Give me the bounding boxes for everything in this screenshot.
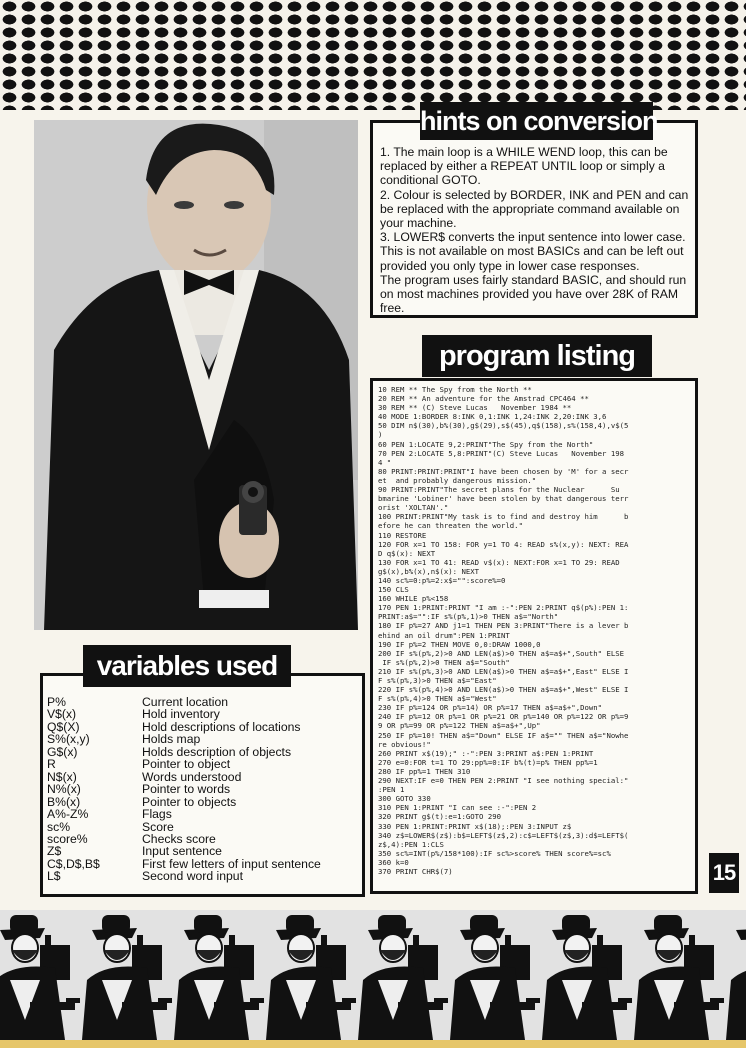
page-number: 15 <box>709 853 739 893</box>
variable-description: Checks score <box>142 831 216 846</box>
hints-text <box>380 145 692 315</box>
variable-description: Holds map <box>142 732 201 747</box>
variable-name: Q$(X) <box>47 719 80 734</box>
variable-description: Input sentence <box>142 844 222 859</box>
hints-title: hints on conversion <box>420 102 653 140</box>
variable-description: Pointer to words <box>142 782 231 797</box>
variable-name: R <box>47 757 56 772</box>
variable-name: V$(x) <box>47 707 77 722</box>
variable-row <box>47 733 359 745</box>
variable-description: Pointer to object <box>142 757 231 772</box>
page-edge <box>0 1040 746 1048</box>
spy-silhouette <box>634 915 724 1040</box>
variable-description: Hold descriptions of locations <box>142 719 301 734</box>
spy-silhouette <box>542 915 632 1040</box>
spy-silhouette <box>358 915 448 1040</box>
variable-name: sc% <box>47 819 71 834</box>
variable-row <box>47 721 359 733</box>
variable-description: Current location <box>142 695 229 709</box>
variable-row <box>47 796 359 808</box>
variable-description: Pointer to objects <box>142 794 237 809</box>
variable-name: G$(x) <box>47 744 78 759</box>
variable-row <box>47 808 359 820</box>
variable-row <box>47 758 359 770</box>
variable-name: A%-Z% <box>47 807 89 822</box>
hints-paragraph-4: The program uses fairly standard BASIC, and should run on most machines provided you have over 28K of RAM free. <box>380 272 687 316</box>
spy-silhouette <box>0 915 80 1040</box>
variable-name: L$ <box>47 869 61 884</box>
variable-description: Flags <box>142 807 172 822</box>
variable-row <box>47 783 359 795</box>
hints-paragraph-3: 3. LOWER$ converts the input sentence into lower case. This is not available on most BASICs and can be left out provided you only type in lower case responses. <box>380 230 686 273</box>
variable-description: Second word input <box>142 869 243 884</box>
variable-description: First few letters of input sentence <box>142 856 321 871</box>
spy-silhouette-band <box>0 910 746 1040</box>
variable-description: Words understood <box>142 769 242 784</box>
variable-name: S%(x,y) <box>47 732 90 747</box>
spy-silhouette <box>450 915 540 1040</box>
spy-silhouette <box>266 915 356 1040</box>
variable-description: Holds description of objects <box>142 744 292 759</box>
variable-name: N$(x) <box>47 769 77 784</box>
variable-name: C$,D$,B$ <box>47 856 100 871</box>
listing-title: program listing <box>422 335 652 377</box>
spy-silhouette <box>174 915 264 1040</box>
top-pattern-band <box>0 0 746 110</box>
hints-paragraph-2: 2. Colour is selected by BORDER, INK and PEN and can be replaced with the appropriate command available on your machine. <box>380 187 689 231</box>
variable-name: Z$ <box>47 844 62 859</box>
variable-name: B%(x) <box>47 794 81 809</box>
variable-name: P% <box>47 695 66 709</box>
variable-row <box>47 870 359 882</box>
program-listing: 10 REM ** The Spy from the North ** 20 REM ** An adventure for the Amstrad CPC464 ** 30 REM ** (C) Steve Lucas November 1984 ** 40 MODE 1:BORDER 8:INK 0,1:INK 1,24:INK 2,20:INK 3,6 50 DIM n$(30),b%(30),g$(29),s$(45),q$(158),s%(158,4),v$(5 ) 60 PEN 1:LOCATE 9,2:PRINT"The Spy from the North" 70 PEN 2:LOCATE 5,8:PRINT"(C) Steve Lucas November 198 4 " 80 PRINT:PRINT:PRINT"I have been chosen by 'M' for a secr et and probably dangerous mission." 90 PRINT:PRINT"The secret plans for the Nuclear Su bmarine 'Lobiner' have been stolen by that dangerous terr orist 'XOLTAN'." 100 PRINT:PRINT"My task is to find and destroy him b efore he can threaten the world." 110 RESTORE 120 FOR x=1 TO 158: FOR y=1 TO 4: READ s%(x,y): NEXT: REA D q$(x): NEXT 130 FOR x=1 TO 41: READ v$(x): NEXT:FOR x=1 TO 29: READ g$(x),b%(x),n$(x): NEXT 140 sc%=0:p%=2:x$="":score%=0 150 CLS 160 WHILE p%<158 170 PEN 1:PRINT:PRINT "I am :-":PEN 2:PRINT q$(p%):PEN 1: PRINT:a$="":IF s%(p%,1)>0 THEN a$="North" 180 IF p%=27 AND j1=1 THEN PEN 3:PRINT"There is a lever b ehind an oil drum":PEN 1:PRINT 190 IF p%=2 THEN MOVE 0,0:DRAW 1000,0 200 IF s%(p%,2)>0 AND LEN(a$)>0 THEN a$=a$+",South" ELSE IF s%(p%,2)>0 THEN a$="South" 210 IF s%(p%,3)>0 AND LEN(a$)>0 THEN a$=a$+",East" ELSE I F s%(p%,3)>0 THEN a$="East" 220 IF s%(p%,4)>0 AND LEN(a$)>0 THEN a$=a$+",West" ELSE I F s%(p%,4)>0 THEN a$="West" 230 IF p%=124 OR p%=14) OR p%=17 THEN a$=a$+",Down" 240 IF p%=12 OR p%=1 OR p%=21 OR p%=140 OR p%=122 OR p%=9 9 OR p%=99 OR p%=122 THEN a$=a$+",Up" 250 IF p%=10! THEN a$="Down" ELSE IF a$="" THEN a$="Nowhe re obvious!" 260 PRINT x$(19);" :-":PEN 3:PRINT a$:PEN 1:PRINT 270 e=0:FOR t=1 TO 29:pp%=0:IF b%(t)=p% THEN pp%=1 280 IF pp%=1 THEN 310 290 NEXT:IF e=0 THEN PEN 2:PRINT "I see nothing special:" :PEN 1 300 GOTO 330 310 PEN 1:PRINT "I can see :-":PEN 2 320 PRINT g$(t):e=1:GOTO 290 330 PEN 1:PRINT:PRINT x$(18);:PEN 3:INPUT z$ 340 z$=LOWER$(z$):b$=LEFT$(z$,2):c$=LEFT$(z$,3):d$=LEFT$( z$,4):PEN 1:CLS 350 sc%=INT(p%/158*100):IF sc%>score% THEN score%=sc% 360 k=0 370 PRINT CHR$(7) <box>378 385 629 876</box>
agent-photo <box>34 120 358 630</box>
variable-description: Hold inventory <box>142 707 220 722</box>
variables-title: variables used <box>83 645 291 687</box>
spy-silhouette <box>82 915 172 1040</box>
variables-list <box>47 696 359 883</box>
variable-name: score% <box>47 831 88 846</box>
variable-description: Score <box>142 819 174 834</box>
spy-silhouette <box>726 915 746 1040</box>
hints-paragraph-1: 1. The main loop is a WHILE WEND loop, this can be replaced by either a REPEAT UNTIL loop or simply a conditional GOTO. <box>380 145 668 188</box>
variable-name: N%(x) <box>47 782 81 797</box>
